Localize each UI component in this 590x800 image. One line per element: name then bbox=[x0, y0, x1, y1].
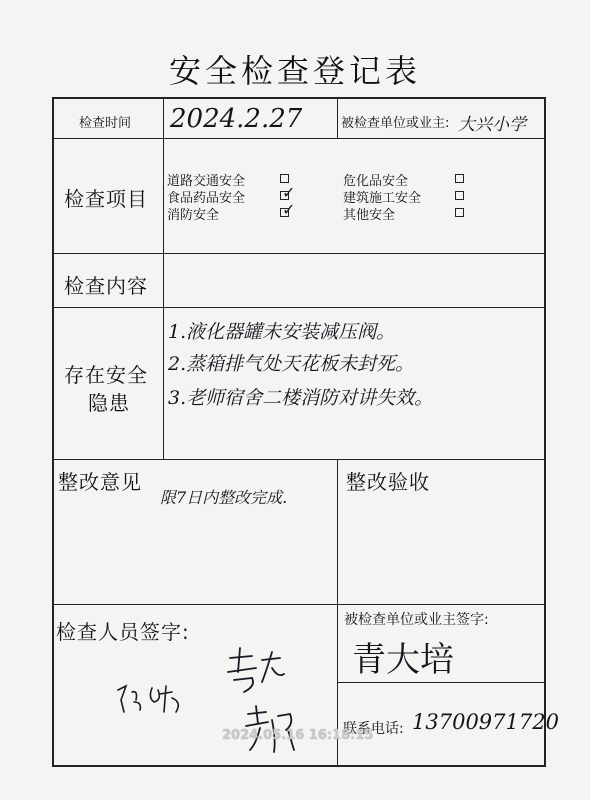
inspector-signature-1 bbox=[112, 672, 192, 722]
phone-label: 联系电话: bbox=[343, 721, 404, 737]
divider bbox=[337, 97, 338, 139]
item-other-safety: 其他安全 bbox=[343, 208, 396, 223]
inspected-unit-value: 大兴小学 bbox=[458, 115, 526, 135]
rectify-opinion-label: 整改意见 bbox=[58, 470, 142, 494]
divider bbox=[337, 459, 338, 767]
timestamp-watermark: 2024.05.16 16:18:15 bbox=[222, 728, 374, 743]
item-hazardous-chem: 危化品安全 bbox=[343, 174, 409, 189]
inspection-content-label: 检查内容 bbox=[64, 274, 148, 298]
item-construction: 建筑施工安全 bbox=[343, 191, 422, 206]
owner-signature-value: 青大培 bbox=[352, 640, 454, 680]
inspection-items-label: 检查项目 bbox=[64, 187, 148, 211]
divider bbox=[52, 604, 546, 605]
divider bbox=[52, 253, 546, 254]
rectify-opinion-value: 限7日内整改完成. bbox=[160, 488, 288, 507]
inspection-time-value: 2024.2.27 bbox=[170, 104, 303, 134]
checkbox-hazardous-chem[interactable] bbox=[455, 174, 464, 183]
divider bbox=[338, 682, 546, 683]
checkbox-road-traffic[interactable] bbox=[280, 174, 289, 183]
hazard-line-3: 3.老师宿舍二楼消防对讲失效。 bbox=[168, 387, 434, 409]
hazard-line-2: 2.蒸箱排气处天花板未封死。 bbox=[168, 353, 415, 375]
inspection-time-label: 检查时间 bbox=[79, 116, 132, 131]
inspected-unit-label: 被检查单位或业主: bbox=[341, 116, 450, 131]
hazards-label-line1: 存在安全 bbox=[64, 363, 148, 387]
hazard-line-1: 1.液化器罐未安装减压阀。 bbox=[168, 321, 396, 343]
owner-signature-label: 被检查单位或业主签字: bbox=[344, 612, 489, 628]
divider bbox=[163, 97, 164, 459]
inspector-signature-label: 检查人员签字: bbox=[56, 620, 190, 644]
divider bbox=[52, 138, 546, 139]
page-title: 安全检查登记表 bbox=[168, 52, 421, 90]
hazards-label-line2: 隐患 bbox=[88, 391, 130, 415]
item-fire-safety: 消防安全 bbox=[167, 208, 220, 223]
check-mark-icon: ✓ bbox=[282, 183, 296, 202]
checkbox-construction[interactable] bbox=[455, 191, 464, 200]
rectify-acceptance-label: 整改验收 bbox=[346, 470, 430, 494]
divider bbox=[52, 459, 546, 460]
checkbox-other-safety[interactable] bbox=[455, 208, 464, 217]
check-mark-icon: ✓ bbox=[282, 200, 296, 219]
phone-value: 13700971720 bbox=[412, 710, 559, 734]
item-road-traffic: 道路交通安全 bbox=[167, 174, 246, 189]
inspector-signature-2 bbox=[222, 642, 292, 698]
divider bbox=[52, 307, 546, 308]
item-food-drug: 食品药品安全 bbox=[167, 191, 246, 206]
